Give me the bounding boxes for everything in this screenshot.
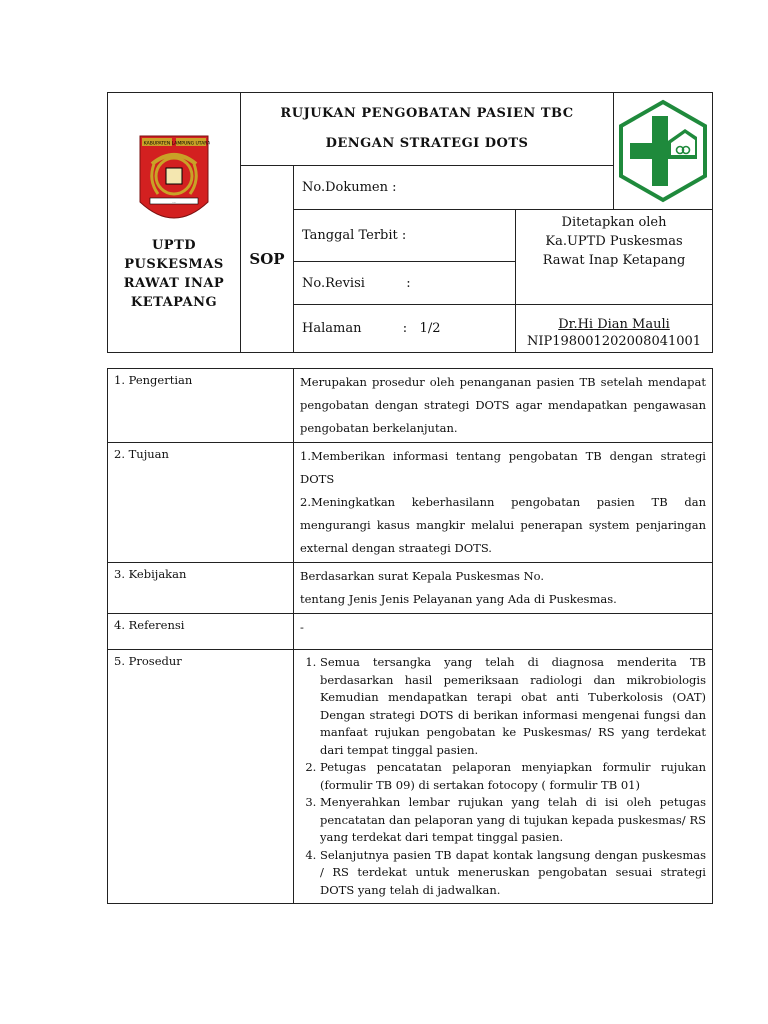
- svg-text:LAMPUNG UTARA: LAMPUNG UTARA: [171, 141, 210, 146]
- procedure-step: 4. Selanjutnya pasien TB dapat kontak langsung dengan puskesmas / RS terdekat untuk meneruskan pengobatan sesuai strategi DOTS yang telah di jadwalkan.: [320, 847, 706, 900]
- section-content: 1.Memberikan informasi tentang pengobatan TB dengan strategi DOTS 2.Meningkatkan keberhasilann pengobatan pasien TB dan mengurangi kasus mangkir melalui penerapan system penjaringan external dengan straategi DOTS.: [294, 443, 713, 563]
- no-revisi-field: No.Revisi :: [294, 262, 516, 305]
- svg-text:KABUPATEN: KABUPATEN: [143, 141, 171, 146]
- section-content: [294, 650, 713, 904]
- no-dokumen-field: No.Dokumen :: [294, 166, 614, 210]
- procedure-step: 2. Petugas pencatatan pelaporan menyiapkan formulir rujukan (formulir TB 09) di sertakan fotocopy ( formulir TB 01): [320, 759, 706, 794]
- section-content: Berdasarkan surat Kepala Puskesmas No. tentang Jenis Jenis Pelayanan yang Ada di Puskesmas.: [294, 563, 713, 614]
- procedure-step: 3. Menyerahkan lembar rujukan yang telah di isi oleh petugas pencatatan dan pelaporan yang di tujukan kepada puskesmas/ RS yang terdekat dari tempat tinggal pasien.: [320, 794, 706, 847]
- document-title: RUJUKAN PENGOBATAN PASIEN TBC DENGAN STRATEGI DOTS: [241, 93, 614, 166]
- regency-logo: [138, 134, 210, 230]
- organization-cell: [108, 93, 241, 353]
- section-pengertian: [108, 369, 713, 443]
- section-label: 4. Referensi: [108, 614, 294, 650]
- section-label: 3. Kebijakan: [108, 563, 294, 614]
- section-prosedur: [108, 650, 713, 904]
- section-label: 2. Tujuan: [108, 443, 294, 563]
- sop-header-table: [107, 92, 713, 353]
- svg-text:...: ...: [172, 199, 176, 204]
- procedure-step: 1. Semua tersangka yang telah di diagnosa menderita TB berdasarkan hasil pemeriksaan radiologi dan mikrobiologis Kemudian mendapatkan terapi obat anti Tuberkolosis (OAT) Dengan strategi DOTS di berikan informasi mengenai fungsi dan manfaat rujukan pengobatan ke Puskesmas/ RS yang terdekat dari tempat tinggal pasien.: [320, 654, 706, 759]
- signature-block: [516, 305, 713, 353]
- halaman-field: Halaman : 1/2: [294, 305, 516, 353]
- section-content: -: [294, 614, 713, 650]
- section-label: 1. Pengertian: [108, 369, 294, 443]
- section-referensi: [108, 614, 713, 650]
- signatory-nip: NIP198001202008041001: [526, 334, 702, 349]
- organization-name: UPTD PUSKESMAS RAWAT INAP KETAPANG: [123, 237, 225, 310]
- signatory-name: Dr.Hi Dian Mauli: [558, 317, 670, 332]
- approval-block: Ditetapkan oleh Ka.UPTD Puskesmas Rawat Inap Ketapang: [516, 210, 713, 305]
- health-center-logo-cell: [614, 93, 713, 210]
- sop-body-table: [107, 368, 713, 904]
- section-label: 5. Prosedur: [108, 650, 294, 904]
- procedure-list: [294, 654, 706, 899]
- section-content: Merupakan prosedur oleh penanganan pasien TB setelah mendapat pengobatan dengan strategi DOTS agar mendapatkan pengawasan pengobatan berkelanjutan.: [294, 369, 713, 443]
- section-kebijakan: [108, 563, 713, 614]
- puskesmas-cross-icon: [617, 99, 709, 203]
- tanggal-terbit-field: Tanggal Terbit :: [294, 210, 516, 262]
- section-tujuan: [108, 443, 713, 563]
- sop-label: SOP: [241, 166, 294, 353]
